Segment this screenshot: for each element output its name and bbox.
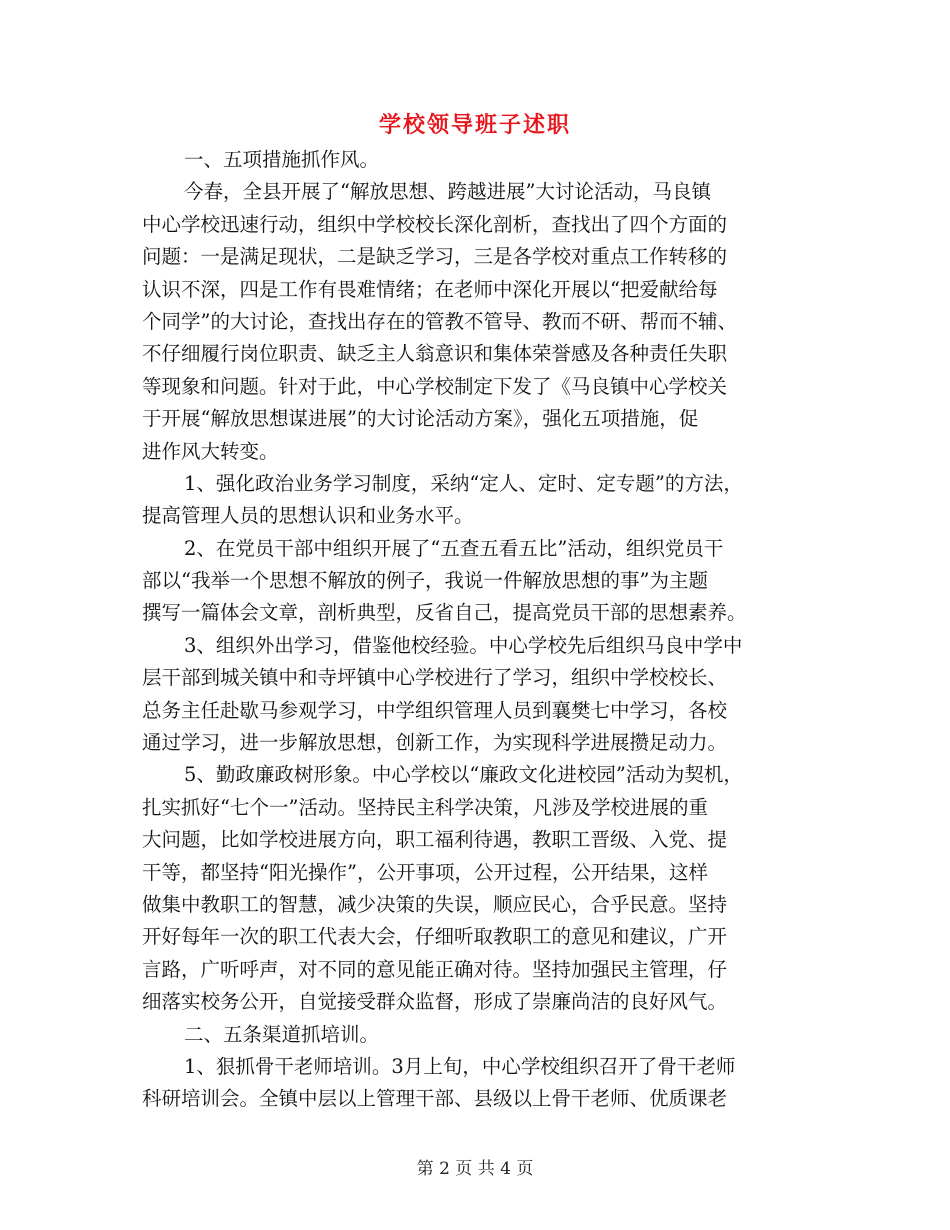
text-line: 进作风大转变。 [142, 439, 279, 463]
text-line: 认识不深，四是工作有畏难情绪；在老师中深化开展以“把爱献给每 [142, 277, 718, 301]
text-line: 2、在党员干部中组织开展了“五查五看五比”活动，组织党员干 [184, 536, 724, 560]
text-line: 1、强化政治业务学习制度，采纳“定人、定时、定专题”的方法， [184, 471, 743, 495]
text-line: 大问题，比如学校进展方向，职工福利待遇，教职工晋级、入党、提 [142, 828, 728, 852]
text-line: 细落实校务公开，自觉接受群众监督，形成了崇廉尚洁的良好风气。 [142, 990, 728, 1014]
text-line: 提高管理人员的思想认识和业务水平。 [142, 504, 474, 528]
text-line: 一、五项措施抓作风。 [184, 148, 380, 171]
text-line: 撰写一篇体会文章，剖析典型，反省自己，提高党员干部的思想素养。 [142, 601, 747, 625]
text-line: 1、狠抓骨干老师培训。3月上旬，中心学校组织召开了骨干老师 [184, 1054, 736, 1078]
text-line: 二、五条渠道抓培训。 [184, 1022, 380, 1046]
text-line: 问题：一是满足现状，二是缺乏学习，三是各学校对重点工作转移的 [142, 245, 728, 269]
document-title: 学校领导班子述职 [378, 113, 571, 138]
text-line: 于开展“解放思想谋进展”的大讨论活动方案》，强化五项措施，促 [142, 407, 699, 431]
text-line: 个同学”的大讨论，查找出存在的管教不管导、教而不研、帮而不辅、 [142, 309, 737, 333]
text-line: 干等，都坚持“阳光操作”，公开事项，公开过程，公开结果，这样 [142, 860, 708, 884]
text-line: 开好每年一次的职工代表大会，仔细听取教职工的意见和建议，广开 [142, 925, 728, 949]
text-line: 扎实抓好“七个一”活动。坚持民主科学决策，凡涉及学校进展的重 [142, 795, 708, 819]
text-line: 言路，广听呼声，对不同的意见能正确对待。坚持加强民主管理，仔 [142, 957, 728, 981]
text-line: 今春，全县开展了“解放思想、跨越进展”大讨论活动，马良镇 [184, 180, 711, 204]
text-line: 5、勤政廉政树形象。中心学校以“廉政文化进校园”活动为契机， [184, 763, 743, 787]
text-line: 3、组织外出学习，借鉴他校经验。中心学校先后组织马良中学中 [184, 633, 743, 657]
text-line: 层干部到城关镇中和寺坪镇中心学校进行了学习，组织中学校校长、 [142, 666, 728, 690]
page-footer: 第 2 页 共 4 页 [416, 1159, 534, 1179]
text-line: 总务主任赴歇马参观学习，中学组织管理人员到襄樊七中学习，各校 [142, 698, 728, 722]
text-line: 中心学校迅速行动，组织中学校校长深化剖析，查找出了四个方面的 [142, 212, 728, 236]
text-line: 等现象和问题。针对于此，中心学校制定下发了《马良镇中心学校关 [142, 374, 728, 398]
text-line: 科研培训会。全镇中层以上管理干部、县级以上骨干老师、优质课老 [142, 1087, 728, 1111]
text-line: 通过学习，进一步解放思想，创新工作，为实现科学进展攒足动力。 [142, 731, 728, 755]
text-line: 部以“我举一个思想不解放的例子，我说一件解放思想的事”为主题 [142, 569, 708, 593]
document-body [142, 144, 832, 1116]
text-line: 做集中教职工的智慧，减少决策的失误，顺应民心，合乎民意。坚持 [142, 892, 728, 916]
text-line: 不仔细履行岗位职责、缺乏主人翁意识和集体荣誉感及各种责任失职 [142, 342, 728, 366]
